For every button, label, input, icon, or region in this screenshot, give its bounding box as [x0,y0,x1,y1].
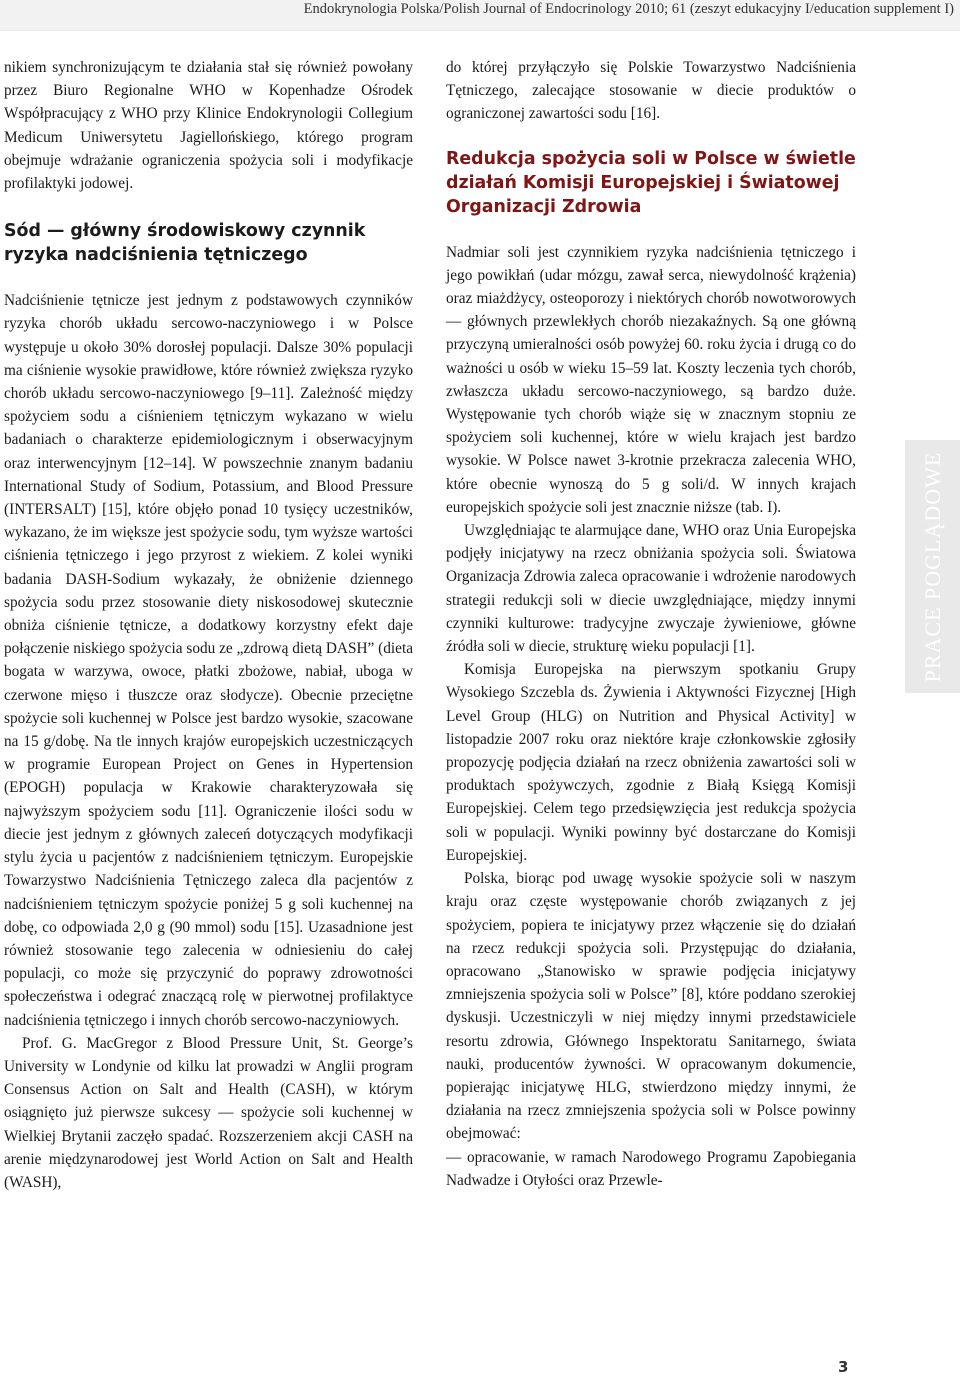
section-side-tab [905,440,960,693]
section-heading-salt-reduction: Redukcja spożycia soli w Polsce w świetle działań Komisji Europejskiej i Światowej Organizacji Zdrowia [446,148,856,217]
journal-header [0,0,960,31]
left-paragraph-1: Nadciśnienie tętnicze jest jednym z podstawowych czynników ryzyka chorób układu sercowo-naczyniowego i w Polsce występuje u około 30% dorosłej populacji. Dalsze 30% populacji ma ciśnienie wysokie prawidłowe, które również zwiększa ryzyko chorób układu sercowo-naczyniowego [9–11]. Zależność między spożyciem sodu a ciśnieniem tętniczym wykazano w wielu badaniach o charakterze epidemiologicznym i obserwacyjnym oraz interwencyjnym [12–14]. W powszechnie znanym badaniu International Study of Sodium, Potassium, and Blood Pressure (INTERSALT) [15], które objęło ponad 10 tysięcy uczestników, wykazano, że im większe jest spożycie sodu, tym wyższe wartości ciśnienia tętniczego i jego przyrost z wiekiem. Z kolei wyniki badania DASH-Sodium wykazały, że obniżenie dziennego spożycia sodu przez stosowanie diety niskosodowej skutecznie obniża ciśnienie tętnicze, a dodatkowy korzystny efekt daje połączenie niskiego spożycia sodu ze „zdrową dietą DASH” (dieta bogata w warzywa, owoce, płatki zbożowe, nabiał, uboga w czerwone mięso i tłuszcze oraz słodycze). Obecnie przeciętne spożycie soli kuchennej w Polsce jest bardzo wysokie, szacowane na 15 g/dobę. Na tle innych krajów europejskich uczestniczących w programie European Project on Genes in Hypertension (EPOGH) populacja w Krakowie charakteryzowała się najwyższym spożyciem sodu [11]. Ograniczenie ilości sodu w diecie jest jednym z głównych zaleceń dotyczących modyfikacji stylu życia u pacjentów z nadciśnieniem tętniczym. Europejskie Towarzystwo Nadciśnienia Tętniczego zaleca dla pacjentów z nadciśnieniem tętniczym spożycie poniżej 5 g soli kuchennej na dobę, co odpowiada 2,0 g (90 mmol) sodu [15]. Uzasadnione jest również stosowanie tego zalecenia w odniesieniu do całej populacji, co może się przyczynić do poprawy zdrowotności społeczeństwa i odegrać znaczącą rolę w pierwotnej profilaktyce nadciśnienia tętniczego i innych chorób sercowo-naczyniowych. [4,292,413,1029]
journal-header-text: Endokrynologia Polska/Polish Journal of Endocrinology 2010; 61 (zeszyt edukacyjny I/education supplement I) [303,1,954,17]
left-paragraph-2: Prof. G. MacGregor z Blood Pressure Unit, St. George’s University w Londynie od kilku lat prowadzi w Anglii program Consensus Action on Salt and Health (CASH), w którym osiągnięto już pierwsze sukcesy — spożycie soli kuchennej w Wielkiej Brytanii zaczęło spadać. Rozszerzeniem akcji CASH na arenie międzynarodowej jest World Action on Salt and Health (WASH), [4,1034,413,1191]
left-intro-paragraph: nikiem synchronizującym te działania stał się również powołany przez Biuro Regionalne WHO w Kopenhadze Ośrodek Współpracujący z WHO przy Klinice Endokrynologii Collegium Medicum Uniwersytetu Jagiellońskiego, którego program obejmuje wdrażanie ograniczenia spożycia soli i modyfikacje profilaktyki jodowej. [4,59,413,193]
right-paragraph-3: Komisja Europejska na pierwszym spotkaniu Grupy Wysokiego Szczebla ds. Żywienia i Aktywności Fizycznej [High Level Group (HLG) on Nutrition and Physical Activity] w listopadzie 2007 roku oraz niektóre kraje członkowskie zgłosiły propozycję podjęcia działań na rzecz obniżenia zawartości soli w produktach spożywczych, zgodnie z Białą Księgą Komisji Europejskiej. Celem tego przedsięwzięcia jest redukcja spożycia soli w populacji. Wyniki powinny być dostarczane do Komisji Europejskiej. [446,661,856,864]
list-item: — opracowanie, w ramach Narodowego Programu Zapobiegania Nadwadze i Otyłości oraz Przewle- [446,1148,856,1189]
right-paragraph-2: Uwzględniając te alarmujące dane, WHO oraz Unia Europejska podjęły inicjatywy na rzecz obniżania spożycia soli. Światowa Organizacja Zdrowia zaleca opracowanie i wdrożenie narodowych strategii redukcji soli w diecie uwzględniające, między innymi czynniki kulturowe: tradycyjne zwyczaje żywieniowe, główne źródła soli w diecie, strukturę wieku populacji [1]. [446,522,856,656]
right-intro-paragraph: do której przyłączyło się Polskie Towarzystwo Nadciśnienia Tętniczego, zalecające stosowanie w diecie produktów o ograniczonej zawartości sodu [16]. [446,59,856,123]
right-paragraph-4: Polska, biorąc pod uwagę wysokie spożycie soli w naszym kraju oraz częste występowanie chorób związanych z jej spożyciem, popiera te inicjatywy przez włączenie się do działań na rzecz redukcji spożycia soli. Przystępując do działania, opracowano „Stanowisko w sprawie podjęcia inicjatywy zmniejszenia spożycia soli w Polsce” [8], które poddano szerokiej dyskusji. Uczestniczyli w niej między innymi przedstawiciele resortu zdrowia, Głównego Inspektoratu Sanitarnego, świata nauki, producentów żywności. W opracowanym dokumencie, popierając inicjatywę HLG, stwierdzono między innymi, że działania na rzecz zmniejszenia spożycia soli w Polsce powinny obejmować: [446,870,856,1143]
page-number: 3 [838,1358,849,1376]
side-tab-label: PRACE POGLĄDOWE [919,451,945,682]
left-column [4,56,413,1194]
section-heading-sodium: Sód — główny środowiskowy czynnik ryzyka nadciśnienia tętniczego [4,221,366,266]
right-column [446,56,856,1192]
right-paragraph-1: Nadmiar soli jest czynnikiem ryzyka nadciśnienia tętniczego i jego powikłań (udar mózgu, zawał serca, niewydolność krążenia) oraz miażdżycy, osteoporozy i niektórych chorób nowotworowych — głównych przewlekłych chorób niezakaźnych. Są one główną przyczyną umieralności osób powyżej 60. roku życia i drugą co do ważności u osób w wieku 15–59 lat. Koszty leczenia tych chorób, zwłaszcza układu sercowo-naczyniowego, są bardzo duże. Występowanie tych chorób wiąże się w znacznym stopniu ze spożyciem soli kuchennej, które w wielu krajach jest bardzo wysokie. W Polsce nawet 3-krotnie przekracza zalecenia WHO, które obecnie wynoszą do 5 g soli/d. W innych krajach europejskich spożycie soli jest znacznie niższe (tab. I). [446,243,856,516]
